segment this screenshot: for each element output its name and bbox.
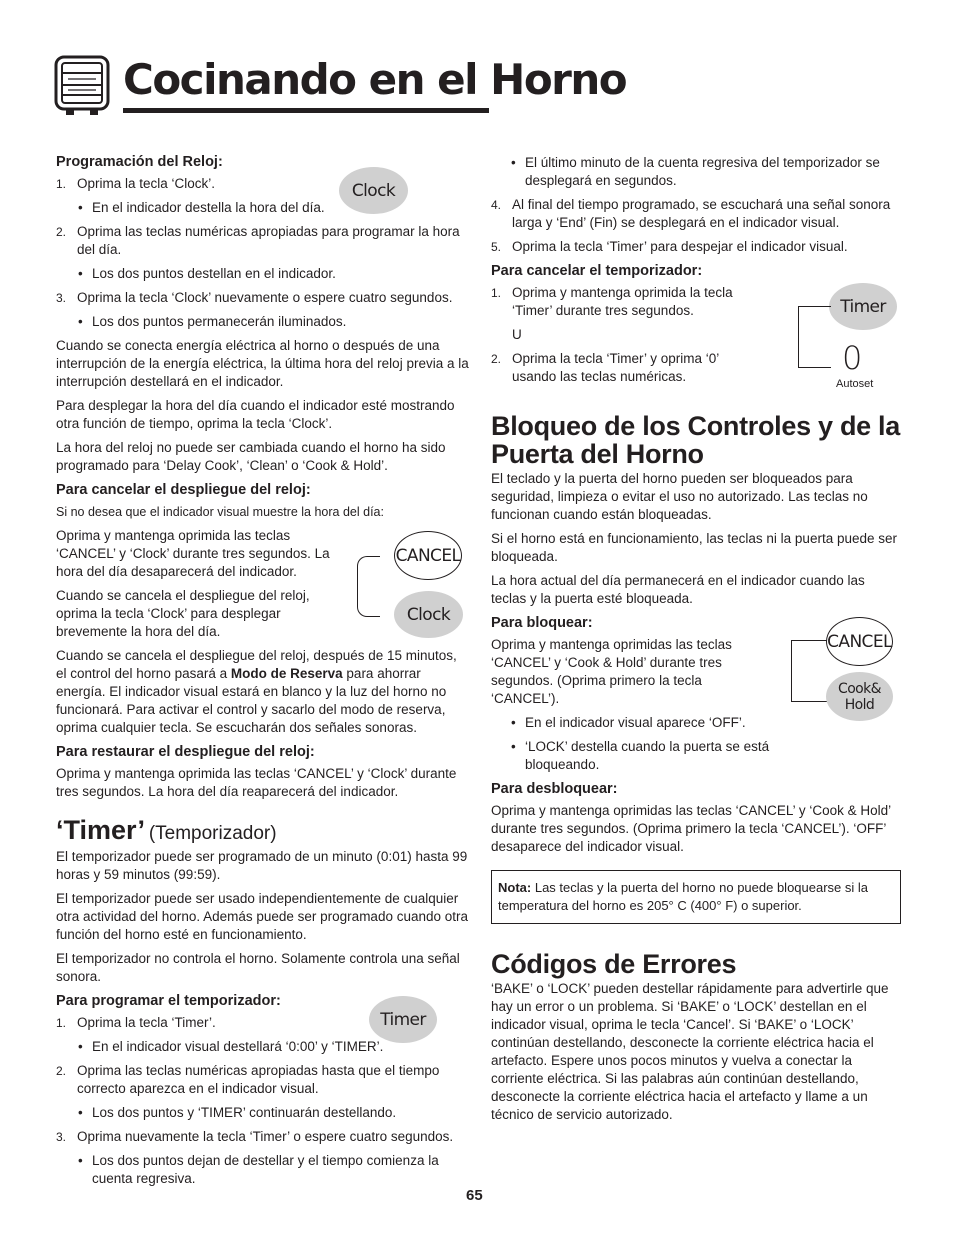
- paragraph: Si el horno está en funcionamiento, las teclas ni la puerta puede ser bloqueada.: [491, 531, 898, 564]
- list-item: [56, 175, 471, 193]
- list-item: [56, 223, 471, 259]
- step-text: Oprima la tecla ‘Timer’.: [77, 1015, 216, 1030]
- bullet: •: [78, 1105, 83, 1120]
- step-text: Oprima las teclas numéricas apropiadas para programar la hora del día.: [77, 224, 460, 257]
- restore-clock-heading: Para restaurar el despliegue del reloj:: [56, 744, 315, 760]
- paragraph: Oprima y mantenga oprimida las teclas ‘CANCEL’ y ‘Clock’ durante tres segundos. La hora del día reaparecerá del indicador.: [56, 766, 457, 799]
- lock-sub-heading: Para bloquear:: [491, 615, 593, 631]
- paragraph: Si no desea que el indicador visual muestre la hora del día:: [56, 505, 384, 519]
- paragraph: Oprima y mantenga oprimidas las teclas ‘CANCEL’ y ‘Cook & Hold’ durante tres segundos. (Oprima primero la tecla ‘CANCEL’).: [491, 637, 732, 706]
- errors-heading: Códigos de Errores: [491, 949, 737, 979]
- timer-heading: [56, 815, 471, 845]
- cook-hold-line2: Hold: [844, 696, 875, 713]
- step-number: 3.: [56, 1130, 67, 1144]
- bullet: •: [78, 1153, 83, 1168]
- autoset-label: Autoset: [836, 378, 874, 390]
- step-number: 2.: [56, 1064, 67, 1078]
- lock-heading: Bloqueo de los Controles y de la Puerta del Horno: [491, 411, 900, 469]
- list-item: [56, 199, 471, 217]
- list-item: [491, 714, 771, 732]
- step-number: 1.: [56, 1016, 67, 1030]
- step-text: Oprima nuevamente la tecla ‘Timer’ o espere cuatro segundos.: [77, 1129, 454, 1144]
- cancel-timer-heading: Para cancelar el temporizador:: [491, 263, 703, 279]
- title-rule: [123, 108, 489, 113]
- note-text: Las teclas y la puerta del horno no puede bloquearse si la temperatura del horno es 205° C (400° F) o superior.: [498, 880, 869, 913]
- step-number: 5.: [491, 240, 502, 254]
- key-bracket: [791, 640, 828, 702]
- bullet: •: [78, 266, 83, 281]
- list-item: [56, 1062, 471, 1098]
- page-title: Cocinando en el Horno: [123, 55, 627, 104]
- list-item: [56, 265, 471, 283]
- reserve-text-pre: Cuando se cancela el despliegue del reloj, después de 15 minutos, el control del horno pasará a: [56, 648, 457, 681]
- paragraph: El temporizador puede ser usado independientemente de cualquier otra actividad del horno. Además puede ser programado cuando otra función del horno esté en funcionamiento.: [56, 891, 469, 942]
- list-item: [56, 1104, 471, 1122]
- paragraph: [56, 647, 471, 737]
- page-number: 65: [466, 1187, 483, 1204]
- note-box: [491, 870, 901, 924]
- bullet-text: Los dos puntos y ‘TIMER’ continuarán destellando.: [92, 1105, 397, 1120]
- list-item: [56, 313, 471, 331]
- reserve-mode-term: Modo de Reserva: [230, 666, 343, 681]
- list-item: [491, 238, 901, 256]
- step-number: 3.: [56, 291, 67, 305]
- cook-hold-line1: Cook&: [838, 680, 881, 697]
- step-text: Oprima la tecla ‘Clock’ nuevamente o espere cuatro segundos.: [77, 290, 453, 305]
- cook-hold-key: [826, 672, 893, 721]
- bullet: •: [511, 715, 516, 730]
- paragraph: Oprima y mantenga oprimidas las teclas ‘CANCEL’ y ‘Cook & Hold’ durante tres segundos. (Oprima primero la tecla ‘CANCEL’). ‘OFF’ desaparece del indicador visual.: [491, 803, 891, 854]
- bullet-text: En el indicador visual aparece ‘OFF’.: [525, 715, 746, 730]
- paragraph: La hora actual del día permanecerá en el indicador cuando las teclas y la puerta esté bloqueada.: [491, 573, 865, 606]
- step-text: Oprima la tecla ‘Timer’ y oprima ‘0’ usando las teclas numéricas.: [512, 351, 719, 384]
- bullet: •: [78, 1039, 83, 1054]
- bullet: •: [78, 200, 83, 215]
- step-number: 2.: [56, 225, 67, 239]
- unlock-heading: Para desbloquear:: [491, 781, 618, 797]
- step-text: Oprima la tecla ‘Clock’.: [77, 176, 216, 191]
- clock-heading: Programación del Reloj:: [56, 154, 223, 170]
- paragraph: Cuando se conecta energía eléctrica al horno o después de una interrupción de la energía eléctrica, la última hora del reloj previa a la interrupción destellará en el indicador.: [56, 338, 469, 389]
- bullet-text: Los dos puntos destellan en el indicador.: [92, 266, 336, 281]
- clock-key: Clock: [339, 167, 408, 214]
- bullet-text: El último minuto de la cuenta regresiva del temporizador se desplegará en segundos.: [525, 155, 880, 188]
- step-number: 2.: [491, 352, 502, 366]
- note-label: Nota:: [498, 880, 532, 895]
- list-item: [491, 284, 761, 320]
- key-bracket: [357, 556, 380, 617]
- timer-key: Timer: [369, 996, 437, 1043]
- timer-heading-sub: (Temporizador): [148, 823, 277, 844]
- reserve-text-post: para ahorrar energía. El indicador visual estará en blanco y la luz del horno no funcionará. Para activar el control y sacarlo del modo de reserva, oprima cualquier tecla. Se escucharán dos señales sonoras.: [56, 666, 447, 735]
- bullet: •: [511, 739, 516, 754]
- step-number: 1.: [491, 286, 502, 300]
- cancel-key: CANCEL: [826, 617, 893, 666]
- paragraph: La hora del reloj no puede ser cambiada cuando el horno ha sido programado para ‘Delay Cook’, ‘Clean’ o ‘Cook & Hold’.: [56, 440, 446, 473]
- list-item: [56, 289, 471, 307]
- list-item: [491, 738, 771, 774]
- list-item: [491, 196, 901, 232]
- cancel-clock-heading: Para cancelar el despliegue del reloj:: [56, 482, 311, 498]
- paragraph: ‘BAKE’ o ‘LOCK’ pueden destellar rápidamente para advertirle que hay un error o un problema. Si ‘BAKE’ o ‘LOCK’ destellan en el indicador visual, oprima le tecla ‘Cancel’. Si ‘BAKE’ o ‘LOCK’ continúan destellando, desconecte la corriente eléctrica hacia el artefacto. Espere unos pocos minutos y vuelva a conectar la corriente eléctrica. Si las palabras aún continúan destellando, desconecte la corriente eléctrica hacia el artefacto y llame a un técnico de servicio autorizado.: [491, 981, 889, 1122]
- bullet-text: Los dos puntos dejan de destellar y el tiempo comienza la cuenta regresiva.: [92, 1153, 439, 1186]
- timer-key: Timer: [829, 283, 897, 330]
- bullet: •: [78, 314, 83, 329]
- step-number: 4.: [491, 198, 502, 212]
- list-item: [491, 154, 901, 190]
- bullet-text: En el indicador destella la hora del día.: [92, 200, 325, 215]
- timer-heading-main: ‘Timer’: [56, 815, 146, 845]
- list-item: [56, 1128, 471, 1146]
- paragraph: Cuando se cancela el despliegue del reloj, oprima la tecla ‘Clock’ para desplegar brevemente la hora del día.: [56, 588, 310, 639]
- paragraph: Oprima y mantenga oprimida las teclas ‘CANCEL’ y ‘Clock’ durante tres segundos. La hora del día desaparecerá del indicador.: [56, 528, 330, 579]
- step-number: 1.: [56, 177, 67, 191]
- bullet-text: ‘LOCK’ destella cuando la puerta se está bloqueando.: [525, 739, 770, 772]
- bullet-text: En el indicador visual destellará ‘0:00’ y ‘TIMER’.: [92, 1039, 384, 1054]
- list-item: [56, 1152, 471, 1188]
- cancel-key: CANCEL: [394, 531, 462, 580]
- key-bracket: [798, 306, 831, 368]
- step-text: Al final del tiempo programado, se escuchará una señal sonora larga y ‘End’ (Fin) se desplegará en el indicador visual.: [512, 197, 891, 230]
- or-label: U: [512, 327, 522, 342]
- zero-key: 0: [842, 339, 863, 377]
- paragraph: El temporizador no controla el horno. Solamente controla una señal sonora.: [56, 951, 460, 984]
- oven-icon: [54, 55, 110, 117]
- paragraph: El teclado y la puerta del horno pueden ser bloqueados para seguridad, limpieza o evitar el uso no autorizado. Las teclas no funcionan cuando están bloqueadas.: [491, 471, 868, 522]
- prog-timer-heading: Para programar el temporizador:: [56, 993, 281, 1009]
- step-text: Oprima la tecla ‘Timer’ para despejar el indicador visual.: [512, 239, 848, 254]
- paragraph: Para desplegar la hora del día cuando el indicador esté mostrando otra función de tiempo, oprima la tecla ‘Clock’.: [56, 398, 455, 431]
- clock-key: Clock: [394, 591, 463, 638]
- step-text: Oprima y mantenga oprimida la tecla ‘Timer’ durante tres segundos.: [512, 285, 733, 318]
- step-text: Oprima las teclas numéricas apropiadas hasta que el tiempo correcto aparezca en el indicador visual.: [77, 1063, 440, 1096]
- bullet: •: [511, 155, 516, 170]
- paragraph: El temporizador puede ser programado de un minuto (0:01) hasta 99 horas y 59 minutos (99:59).: [56, 849, 468, 882]
- list-item: [491, 350, 761, 386]
- bullet-text: Los dos puntos permanecerán iluminados.: [92, 314, 347, 329]
